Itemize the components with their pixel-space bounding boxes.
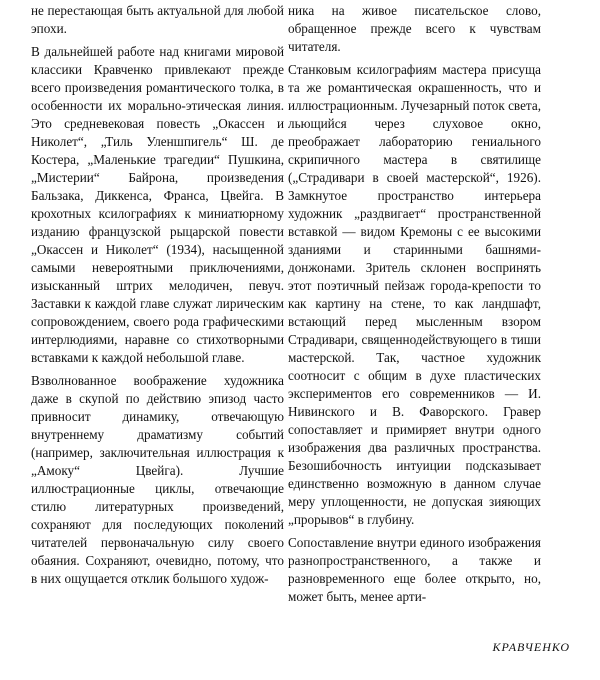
text-column-left [31,2,284,593]
running-title: КРАВЧЕНКО [492,640,570,654]
paragraph: не перестающая быть актуальной для любой эпохи. [31,3,284,36]
text-column-right [288,2,541,611]
paragraph: Станковым ксилографиям мастера присуща та же романтическая окрашенность, что и иллюстрационным. Лучезарный поток света, льющийся через слуховое окно, преображает лабораторию гениального скрипичного мастера в святилище („Страдивари в своей мастерской“, 1926). Замкнутое пространство интерьера художник „раздвигает“ пространственной вставкой — видом Кремоны с ее высокими зданиями и старинными башнями-донжонами. Зритель склонен воспринять этот поэтичный пейзаж города-крепости то как картину на стене, то как ландшафт, встающий перед мысленным взором Страдивари, священнодействующего в тиши мастерской. Так, частное художник соотносит с общим в духе пластических экспериментов его современников — И. Нивинского и В. Фаворского. Гравер сопоставляет и примиряет внутри одного изображения два различных пространства. Безошибочность интуиции подсказывает единственно возможную в данном случае меру уплощенности, не допуская зияющих „прорывов“ в глубину. [288,62,541,527]
paragraph: Взволнованное воображение художника даже в скупой по действию эпизод часто привносит динамику, отвечающую внутреннему драматизму событий (например, заключительная иллюстрация к „Амоку“ Цвейга). Лучшие иллюстрационные циклы, отвечающие стилю литературных произведений, сохраняют для последующих поколений читателей первоначальную силу своего обаяния. Сохраняют, очевидно, потому, что в них ощущается отклик большого худож- [31,373,284,586]
paragraph: Сопоставление внутри единого изображения разнопространственного, а также и разновременного еще более открыто, но, может быть, менее арти- [288,535,541,604]
paragraph: ника на живое писательское слово, обращенное прежде всего к чувствам читателя. [288,3,541,54]
paragraph: В дальнейшей работе над книгами мировой классики Кравченко привлекают прежде всего произведения романтического толка, в особенности их морально-этическая линия. Это средневековая повесть „Окассен и Николет“, „Тиль Уленшпигель“ Ш. де Костера, „Маленькие трагедии“ Пушкина, „Мистерии“ Байрона, произведения Бальзака, Диккенса, Франса, Цвейга. В крохотных ксилографиях к миниатюрному изданию французской рыцарской повести „Окассен и Николет“ (1934), насыщенной самыми невероятными приключениями, изысканный штрих мелодичен, певуч. Заставки к каждой главе служат лирическим сопровождением, своего рода графическими интерлюдиями, наравне со стихотворными вставками к каждой небольшой главе. [31,44,284,365]
